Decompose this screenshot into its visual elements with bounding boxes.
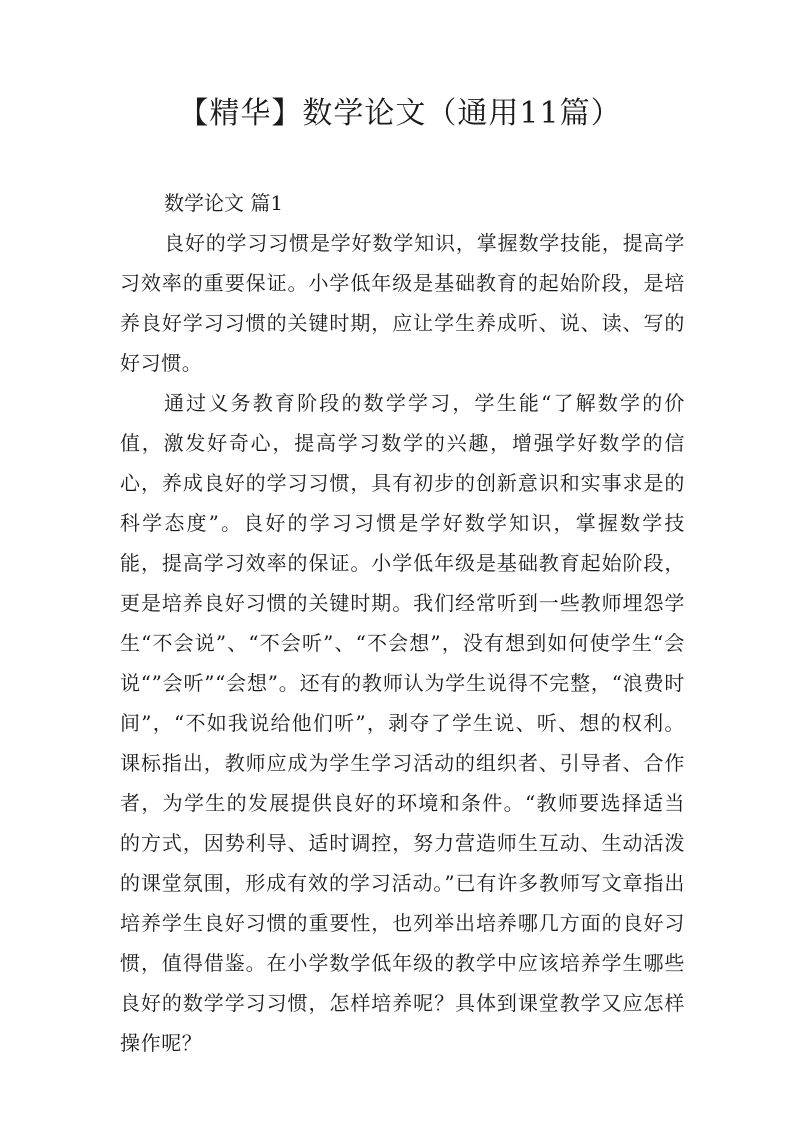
- paragraph-1: 良好的学习习惯是学好数学知识，掌握数学技能，提高学习效率的重要保证。小学低年级是基础教育的起始阶段，是培养良好学习习惯的关键时期，应让学生养成听、说、读、写的好习惯。: [120, 231, 685, 375]
- section-heading: 数学论文 篇1: [164, 191, 284, 215]
- paragraph-2: 通过义务教育阶段的数学学习，学生能“了解数学的价值，激发好奇心，提高学习数学的兴趣，增强学好数学的信心，养成良好的学习习惯，具有初步的创新意识和实事求是的科学态度”。良好的学习习惯是学好数学知识，掌握数学技能，提高学习效率的保证。小学低年级是基础教育起始阶段，更是培养良好习惯的关键时期。我们经常听到一些教师埋怨学生“不会说”、“不会听”、“不会想”，没有想到如何使学生“会说“”会听”“会想”。还有的教师认为学生说得不完整，“浪费时间”，“不如我说给他们听”，剥夺了学生说、听、想的权利。课标指出，教师应成为学生学习活动的组织者、引导者、合作者，为学生的发展提供良好的环境和条件。“教师要选择适当的方式，因势利导、适时调控，努力营造师生互动、生动活泼的课堂氛围，形成有效的学习活动。”已有许多教师写文章指出培养学生良好习惯的重要性，也列举出培养哪几方面的良好习惯，值得借鉴。在小学数学低年级的教学中应该培养学生哪些良好的数学学习习惯，怎样培养呢？具体到课堂教学又应怎样操作呢？: [120, 391, 685, 1055]
- article-body: [120, 183, 685, 1063]
- document-title: 【精华】数学论文（通用11篇）: [178, 96, 622, 131]
